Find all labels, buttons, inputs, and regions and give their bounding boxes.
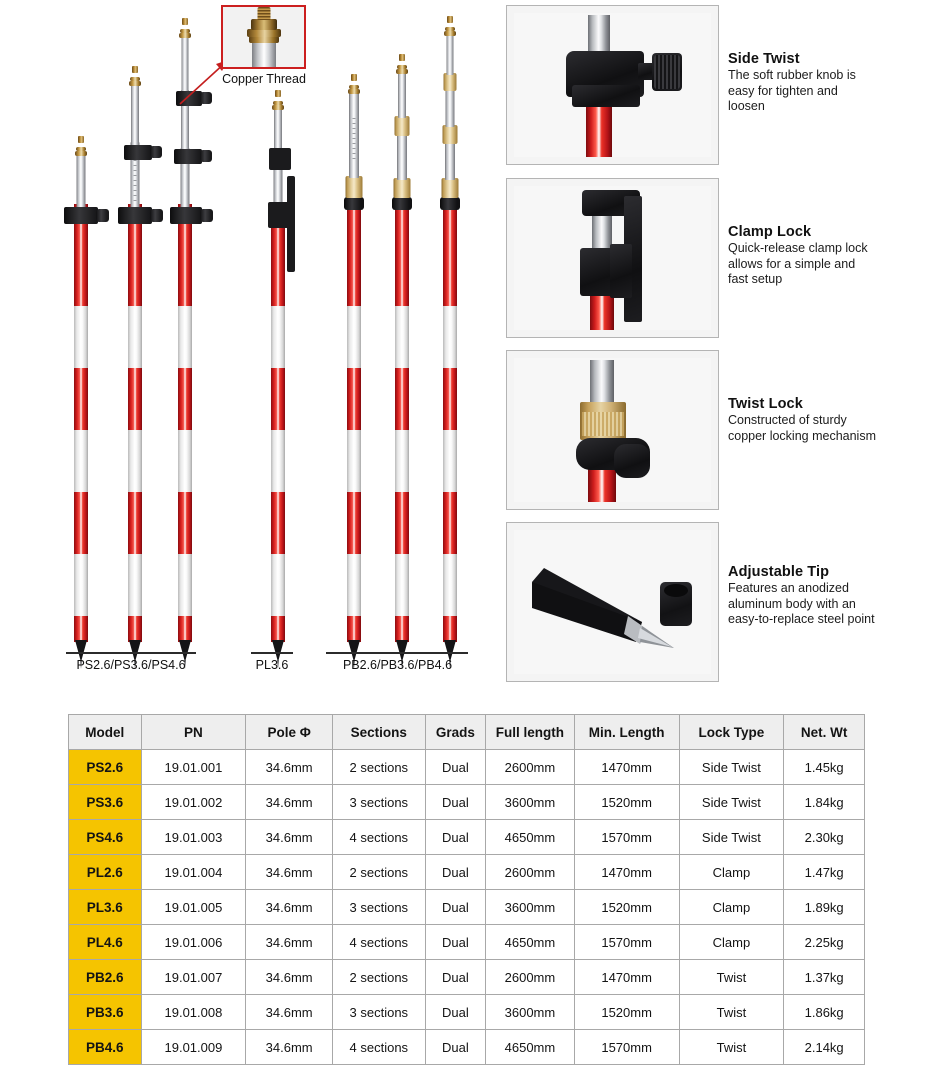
cell-3: 2 sections	[332, 750, 425, 785]
clamp-lock-lever	[287, 176, 295, 272]
pole-pb36	[395, 94, 409, 642]
cell-model: PS3.6	[69, 785, 142, 820]
cell-2: 34.6mm	[246, 995, 333, 1030]
twist-lock-photo	[506, 350, 719, 510]
inset-disc-upper	[251, 19, 277, 30]
cell-7: Side Twist	[679, 750, 784, 785]
inset-shaft	[252, 41, 276, 67]
chrome-extension	[77, 152, 86, 214]
cell-3: 3 sections	[332, 995, 425, 1030]
pole-ps26	[74, 164, 88, 642]
cell-1: 19.01.008	[141, 995, 246, 1030]
col-pn: PN	[141, 715, 246, 750]
copper-thread-tip	[347, 74, 361, 94]
cell-8: 1.89kg	[784, 890, 865, 925]
specifications-table	[68, 714, 865, 1065]
cell-model: PS2.6	[69, 750, 142, 785]
cell-model: PS4.6	[69, 820, 142, 855]
copper-thread-label: Copper Thread	[222, 72, 306, 86]
pole-ps36	[128, 82, 142, 642]
cell-6: 1470mm	[574, 750, 679, 785]
cell-2: 34.6mm	[246, 855, 333, 890]
table-row	[69, 855, 865, 890]
cell-7: Twist	[679, 960, 784, 995]
cell-2: 34.6mm	[246, 925, 333, 960]
cell-1: 19.01.001	[141, 750, 246, 785]
cell-3: 2 sections	[332, 960, 425, 995]
cell-3: 4 sections	[332, 820, 425, 855]
adjustable-tip-photo	[506, 522, 719, 682]
cell-model: PL4.6	[69, 925, 142, 960]
cell-6: 1520mm	[574, 995, 679, 1030]
feature-title: Clamp Lock	[728, 224, 812, 240]
cell-5: 2600mm	[486, 855, 575, 890]
cell-1: 19.01.002	[141, 785, 246, 820]
cell-1: 19.01.005	[141, 890, 246, 925]
copper-thread-tip	[178, 18, 192, 38]
inset-disc-mid	[247, 29, 281, 37]
cell-4: Dual	[425, 1030, 485, 1065]
col-grads: Grads	[425, 715, 485, 750]
cell-5: 2600mm	[486, 750, 575, 785]
cell-5: 4650mm	[486, 1030, 575, 1065]
cell-model: PL3.6	[69, 890, 142, 925]
cell-model: PB2.6	[69, 960, 142, 995]
photo-brass-knurl	[582, 412, 624, 436]
feature-title: Adjustable Tip	[728, 564, 830, 580]
feature-title: Twist Lock	[728, 396, 803, 412]
cell-model: PL2.6	[69, 855, 142, 890]
group-caption-ps: PS2.6/PS3.6/PS4.6	[76, 658, 186, 672]
cell-8: 1.37kg	[784, 960, 865, 995]
feature-title: Side Twist	[728, 51, 800, 67]
cell-7: Clamp	[679, 890, 784, 925]
copper-thread-tip	[443, 16, 457, 36]
photo-collar-tab	[614, 444, 650, 478]
copper-thread-tip	[128, 66, 142, 86]
col-full-length: Full length	[486, 715, 575, 750]
photo-clamp-hinge	[610, 244, 632, 298]
clamp-lock-text	[728, 224, 878, 288]
photo-knob-knurl	[654, 55, 680, 89]
copper-thread-tip	[395, 54, 409, 74]
inset-threaded-stud	[257, 7, 270, 20]
cell-7: Side Twist	[679, 820, 784, 855]
cell-4: Dual	[425, 820, 485, 855]
cell-4: Dual	[425, 960, 485, 995]
table-header-row	[69, 715, 865, 750]
pole-pl36	[271, 132, 285, 642]
cell-4: Dual	[425, 750, 485, 785]
cell-5: 3600mm	[486, 785, 575, 820]
cell-7: Twist	[679, 1030, 784, 1065]
adjustable-tip-text	[728, 564, 878, 628]
cell-3: 3 sections	[332, 890, 425, 925]
cell-3: 3 sections	[332, 785, 425, 820]
copper-thread-tip	[271, 90, 285, 110]
cell-8: 2.30kg	[784, 820, 865, 855]
cell-1: 19.01.009	[141, 1030, 246, 1065]
cell-5: 2600mm	[486, 960, 575, 995]
cell-4: Dual	[425, 785, 485, 820]
group-caption-pb: PB2.6/PB3.6/PB4.6	[342, 658, 453, 672]
cell-4: Dual	[425, 995, 485, 1030]
cell-5: 4650mm	[486, 820, 575, 855]
pole-pb46	[443, 44, 457, 642]
col-net-wt: Net. Wt	[784, 715, 865, 750]
cell-6: 1570mm	[574, 925, 679, 960]
cell-8: 2.14kg	[784, 1030, 865, 1065]
table-row	[69, 785, 865, 820]
cell-2: 34.6mm	[246, 750, 333, 785]
cell-5: 4650mm	[486, 925, 575, 960]
feature-desc: Quick-release clamp lock allows for a simple and fast setup	[728, 241, 868, 286]
cell-1: 19.01.006	[141, 925, 246, 960]
cell-4: Dual	[425, 925, 485, 960]
table-row	[69, 1030, 865, 1065]
pole-diagram	[0, 0, 500, 690]
cell-7: Clamp	[679, 925, 784, 960]
cell-8: 2.25kg	[784, 925, 865, 960]
cell-5: 3600mm	[486, 890, 575, 925]
cell-3: 2 sections	[332, 855, 425, 890]
inset-disc-lower	[249, 36, 279, 43]
feature-desc: Constructed of sturdy copper locking mechanism	[728, 413, 876, 443]
copper-thread-inset	[221, 5, 306, 69]
cell-model: PB4.6	[69, 1030, 142, 1065]
side-twist-knob-block	[64, 207, 98, 224]
cell-3: 4 sections	[332, 1030, 425, 1065]
cell-8: 1.47kg	[784, 855, 865, 890]
col-pole-dia: Pole Φ	[246, 715, 333, 750]
group-underline-pb	[326, 652, 468, 654]
col-lock-type: Lock Type	[679, 715, 784, 750]
clamp-lock-photo	[506, 178, 719, 338]
cell-2: 34.6mm	[246, 785, 333, 820]
cell-7: Clamp	[679, 855, 784, 890]
copper-thread-tip	[74, 136, 88, 156]
brass-twist-collar	[346, 176, 363, 198]
table-row	[69, 890, 865, 925]
cell-6: 1570mm	[574, 820, 679, 855]
cell-8: 1.86kg	[784, 995, 865, 1030]
feature-desc: The soft rubber knob is easy for tighten and loosen	[728, 68, 856, 113]
cell-2: 34.6mm	[246, 1030, 333, 1065]
photo-clamp-lower	[572, 85, 640, 107]
table-row	[69, 750, 865, 785]
side-twist-text	[728, 51, 878, 115]
col-min-length: Min. Length	[574, 715, 679, 750]
feature-desc: Features an anodized aluminum body with an easy-to-replace steel point	[728, 581, 875, 626]
cell-1: 19.01.007	[141, 960, 246, 995]
cell-4: Dual	[425, 890, 485, 925]
cell-1: 19.01.003	[141, 820, 246, 855]
group-caption-pl: PL3.6	[255, 658, 289, 672]
col-sections: Sections	[332, 715, 425, 750]
group-underline-pl	[251, 652, 293, 654]
group-underline-ps	[66, 652, 196, 654]
cell-2: 34.6mm	[246, 890, 333, 925]
col-model: Model	[69, 715, 142, 750]
cell-6: 1570mm	[574, 1030, 679, 1065]
table-row	[69, 995, 865, 1030]
cell-6: 1520mm	[574, 785, 679, 820]
pole-pb26	[347, 130, 361, 642]
cell-7: Twist	[679, 995, 784, 1030]
twist-lock-text	[728, 396, 878, 444]
cell-6: 1470mm	[574, 855, 679, 890]
table-body	[69, 750, 865, 1065]
cell-4: Dual	[425, 855, 485, 890]
table-row	[69, 960, 865, 995]
cell-2: 34.6mm	[246, 960, 333, 995]
cell-3: 4 sections	[332, 925, 425, 960]
cell-8: 1.45kg	[784, 750, 865, 785]
side-twist-photo	[506, 5, 719, 165]
cell-6: 1470mm	[574, 960, 679, 995]
cell-1: 19.01.004	[141, 855, 246, 890]
cell-6: 1520mm	[574, 890, 679, 925]
cell-5: 3600mm	[486, 995, 575, 1030]
cell-2: 34.6mm	[246, 820, 333, 855]
table-row	[69, 820, 865, 855]
twist-lock-collar	[344, 197, 364, 210]
cell-7: Side Twist	[679, 785, 784, 820]
table-row	[69, 925, 865, 960]
cell-8: 1.84kg	[784, 785, 865, 820]
side-twist-knob	[96, 209, 109, 222]
cell-model: PB3.6	[69, 995, 142, 1030]
photo-tip-cap-hole	[664, 584, 688, 597]
